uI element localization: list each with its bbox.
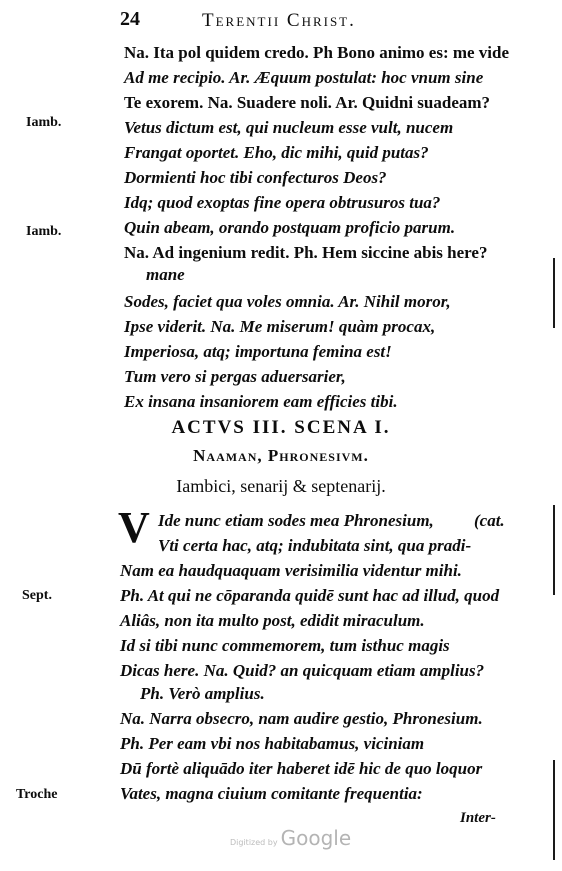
verse-line: Ph. At qui ne cōparanda quidē sunt hac ad illud, quod [120, 586, 500, 605]
scan-edge-mark [553, 258, 555, 328]
verse-line: Dū fortè aliquādo iter haberet idē hic de quo loquor [120, 759, 483, 778]
scene-persons: Naaman, Phronesivm. [193, 446, 369, 465]
verse-line: Dormienti hoc tibi confecturos Deos? [124, 168, 387, 187]
verse-line: Id si tibi nunc commemorem, tum isthuc magis [120, 636, 450, 655]
verse-line: Te exorem. Na. Suadere noli. Ar. Quidni suadeam? [124, 93, 491, 112]
verse-line: Na. Ad ingenium redit. Ph. Hem siccine abis here? [124, 243, 488, 262]
watermark-brand: Google [280, 826, 352, 850]
verse-line: Idq; quod exoptas fine opera obtrusuros tua? [124, 193, 441, 212]
verse-line: Quin abeam, orando postquam proficio parum. [124, 218, 456, 237]
verse-line: Imperiosa, atq; importuna femina est! [124, 342, 392, 361]
verse-line: Ide nunc etiam sodes mea Phronesium, [158, 511, 434, 530]
catchword: Inter- [460, 810, 496, 826]
verse-line: Ph. Verò amplius. [140, 684, 265, 703]
verse-line: Ex insana insaniorem eam efficies tibi. [124, 392, 398, 411]
verse-line: Ad me recipio. Ar. Æquum postulat: hoc vnum sine [124, 68, 484, 87]
scan-edge-mark [553, 505, 555, 595]
running-head: Terentii Christ. [202, 10, 356, 31]
margin-note-meter: Iamb. [26, 224, 62, 239]
verse-line: Tum vero si pergas aduersarier, [124, 367, 346, 386]
verse-line: Nam ea haudquaquam verisimilia videntur mihi. [120, 561, 462, 580]
margin-note-meter: Sept. [22, 588, 52, 603]
watermark-small-text: Digitized by [230, 838, 278, 847]
verse-line-turnover: (cat. [474, 511, 505, 530]
verse-line: Na. Narra obsecro, nam audire gestio, Phronesium. [120, 709, 483, 728]
meter-note: Iambici, senarij & septenarij. [176, 476, 386, 496]
verse-line: Ph. Per eam vbi nos habitabamus, viciniam [120, 734, 425, 753]
verse-line: Vti certa hac, atq; indubitata sint, qua pradi- [158, 536, 472, 555]
verse-line: Dicas here. Na. Quid? an quicquam etiam amplius? [120, 661, 485, 680]
drop-capital: V [118, 503, 150, 552]
margin-note-meter: Iamb. [26, 115, 62, 130]
scan-edge-mark [553, 760, 555, 860]
verse-line: Na. Ita pol quidem credo. Ph Bono animo es: me vide [124, 43, 510, 62]
verse-line: Vates, magna ciuium comitante frequentia: [120, 784, 423, 803]
verse-line-continuation: mane [146, 265, 185, 284]
verse-line: Vetus dictum est, qui nucleum esse vult, nucem [124, 118, 454, 137]
verse-line: Sodes, faciet qua voles omnia. Ar. Nihil moror, [124, 292, 451, 311]
verse-line: Frangat oportet. Eho, dic mihi, quid putas? [124, 143, 429, 162]
digitizer-watermark [230, 826, 351, 850]
act-scene-heading: ACTVS III. SCENA I. [171, 417, 391, 438]
page-number: 24 [120, 8, 140, 30]
verse-line: Ipse viderit. Na. Me miserum! quàm procax, [124, 317, 436, 336]
margin-note-meter: Troche [16, 787, 58, 802]
page-header [120, 8, 540, 36]
verse-line: Aliâs, non ita multo post, edidit miraculum. [120, 611, 425, 630]
